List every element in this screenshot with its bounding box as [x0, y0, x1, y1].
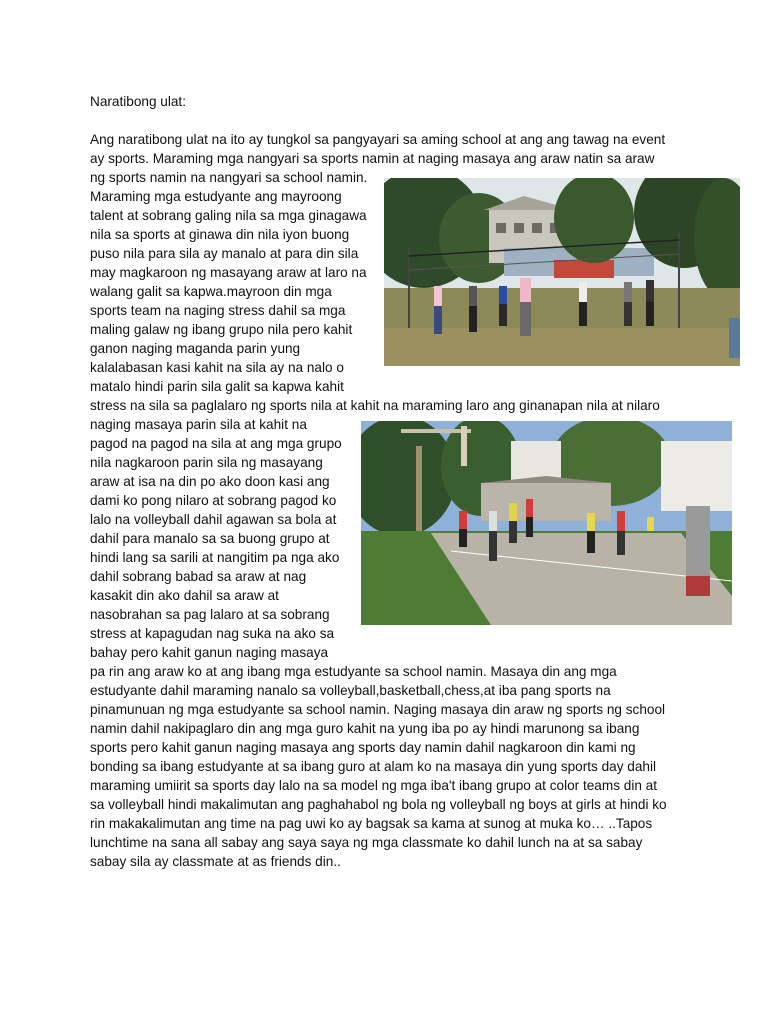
paragraph-line: sa volleyball hindi makalimutan ang paghahabol ng bola ng volleyball ng boys at girls at hindi ko: [90, 797, 667, 812]
volleyball-photo-icon: [384, 178, 740, 366]
paragraph-line: pinamunuan ng mga estudyante sa school namin. Naging masaya din araw ng sports ng school: [90, 702, 666, 717]
paragraph-line: pa rin ang araw ko at ang ibang mga estudyante sa school namin. Masaya din ang mga: [90, 664, 617, 679]
paragraph-line: ay sports. Maraming mga nangyari sa sports namin at naging masaya ang araw natin sa araw: [90, 151, 655, 166]
paragraph-line: sports pero kahit ganun naging masaya ang sports day namin dahil nagkaroon din kami ng: [90, 740, 636, 755]
paragraph-line: pagod na pagod na sila at ang mga grupo: [90, 436, 342, 451]
paragraph-line: bahay pero kahit ganun naging masaya: [90, 645, 329, 660]
paragraph-line: kalalabasan kasi kahit na sila ay na nalo o: [90, 360, 344, 375]
paragraph-line: nila sa sports at ginawa din nila iyon buong: [90, 227, 350, 242]
paragraph-line: matalo hindi parin sila galit sa kapwa kahit: [90, 379, 344, 394]
paragraph-line: dami ko pong nilaro at sobrang pagod ko: [90, 493, 337, 508]
paragraph-line: dahil sobrang babad sa araw at nag: [90, 569, 307, 584]
paragraph-line: hindi lang sa sarili at nangitim pa nga ako: [90, 550, 340, 565]
paragraph-line: lalo na volleyball dahil agawan sa bola at: [90, 512, 337, 527]
paragraph-line: ganon naging maganda parin yung: [90, 341, 301, 356]
paragraph-line: walang galit sa kapwa.mayroon din mga: [90, 284, 332, 299]
paragraph-line: nila nagkaroon parin sila ng masayang: [90, 455, 323, 470]
document-heading: Naratibong ulat:: [90, 94, 186, 109]
paragraph-line: ng sports namin na nangyari sa school namin.: [90, 170, 368, 185]
paragraph-line: nasobrahan sa pag lalaro at sa sobrang: [90, 607, 330, 622]
volleyball-photo: [384, 178, 740, 366]
basketball-photo: [361, 421, 732, 625]
paragraph-line: araw at isa na din po ako doon kasi ang: [90, 474, 330, 489]
paragraph-line: Ang naratibong ulat na ito ay tungkol sa pangyayari sa aming school at ang ang tawag na event: [90, 132, 666, 147]
paragraph-line: stress na sila sa paglalaro ng sports nila at kahit na maraming laro ang ginanapan nila at nilaro: [90, 398, 660, 413]
paragraph-line: kasakit din ako dahil sa araw at: [90, 588, 279, 603]
paragraph-line: talent at sobrang galing nila sa mga ginagawa: [90, 208, 367, 223]
paragraph-line: maraming umiirit sa sports day lalo na sa model ng mga iba't ibang grupo at color teams din at: [90, 778, 658, 793]
paragraph-line: maling galaw ng ibang grupo nila pero kahit: [90, 322, 353, 337]
paragraph-line: sports team na naging stress dahil sa mga: [90, 303, 346, 318]
basketball-photo-icon: [361, 421, 732, 625]
paragraph-line: puso nila para sila ay manalo at para din sila: [90, 246, 359, 261]
paragraph-line: Maraming mga estudyante ang mayroong: [90, 189, 342, 204]
paragraph-line: may magkaroon ng masayang araw at laro na: [90, 265, 367, 280]
paragraph-line: rin makakalimutan ang time na pag uwi ko ay bagsak sa kama at sunog at muka ko… ..Tapos: [90, 816, 653, 831]
paragraph-line: namin dahil nakipaglaro din ang mga guro kahit na yung iba po ay hindi marunong sa ibang: [90, 721, 640, 736]
paragraph-line: sabay sila ay classmate at as friends din..: [90, 854, 341, 869]
paragraph-line: stress at kapagudan nag suka na ako sa: [90, 626, 335, 641]
paragraph-line: lunchtime na sana all sabay ang saya saya ng mga classmate ko dahil lunch na at sa sabay: [90, 835, 643, 850]
paragraph-line: naging masaya parin sila at kahit na: [90, 417, 307, 432]
paragraph-line: dahil para manalo sa sa buong grupo at: [90, 531, 330, 546]
paragraph-line: bonding sa ibang estudyante at sa ibang guro at alam ko na masaya din yung sports day dahil: [90, 759, 657, 774]
paragraph-line: estudyante dahil maraming nanalo sa volleyball,basketball,chess,at iba pang sports na: [90, 683, 611, 698]
